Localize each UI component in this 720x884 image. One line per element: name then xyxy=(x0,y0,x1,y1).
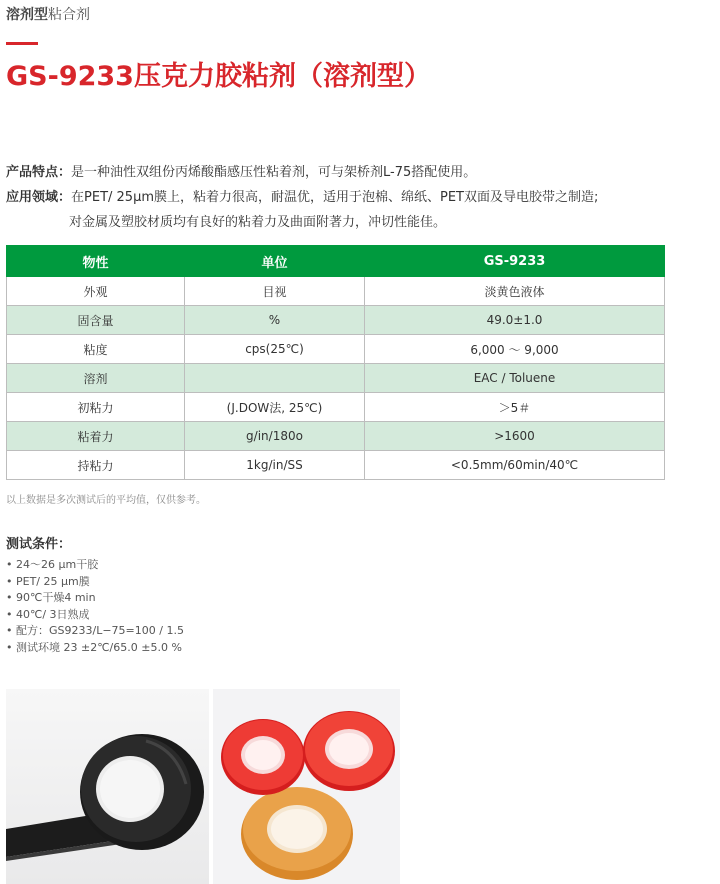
cell-unit: g/in/180o xyxy=(185,422,365,451)
cell-unit xyxy=(185,364,365,393)
list-item: • 测试环境 23 ±2℃/65.0 ±5.0 % xyxy=(6,640,184,657)
black-tape-image xyxy=(6,689,209,884)
product-intro xyxy=(6,160,598,235)
test-conditions-heading: 测试条件： xyxy=(6,537,72,552)
cell-property: 固含量 xyxy=(7,306,185,335)
cell-property: 持粘力 xyxy=(7,451,185,480)
red-tape-photo xyxy=(213,689,400,884)
header-product: GS-9233 xyxy=(365,246,665,277)
table-row xyxy=(7,364,665,393)
list-item: • 40℃/ 3日熟成 xyxy=(6,607,184,624)
cell-property: 粘度 xyxy=(7,335,185,364)
application-label: 应用领域： xyxy=(6,190,72,205)
cell-property: 粘着力 xyxy=(7,422,185,451)
application-text-1: 在PET/ 25μm膜上，粘着力很高，耐温优，适用于泡棉、绵纸、PET双面及导电胶带之制造; xyxy=(71,190,599,205)
features-label: 产品特点： xyxy=(6,165,72,180)
cell-value: ＞5＃ xyxy=(365,393,665,422)
cell-unit: 1kg/in/SS xyxy=(185,451,365,480)
table-row xyxy=(7,422,665,451)
page-title: GS-9233压克力胶粘剂（溶剂型） xyxy=(6,61,431,92)
cell-unit: (J.DOW法, 25℃) xyxy=(185,393,365,422)
header-property: 物性 xyxy=(7,246,185,277)
application-text-2: 对金属及塑胶材质均有良好的粘着力及曲面附著力，冲切性能佳。 xyxy=(69,215,447,230)
list-item: • PET/ 25 μm膜 xyxy=(6,574,184,591)
breadcrumb xyxy=(6,4,90,24)
cell-value: EAC / Toluene xyxy=(365,364,665,393)
list-item: • 配方：GS9233/L−75=100 / 1.5 xyxy=(6,623,184,640)
table-row xyxy=(7,335,665,364)
cell-property: 初粘力 xyxy=(7,393,185,422)
cell-unit: % xyxy=(185,306,365,335)
features-text: 是一种油性双组份丙烯酸酯感压性粘着剂，可与架桥剂L-75搭配使用。 xyxy=(71,165,477,180)
breadcrumb-subcategory: 粘合剂 xyxy=(48,7,90,23)
table-row xyxy=(7,393,665,422)
cell-property: 溶剂 xyxy=(7,364,185,393)
table-row xyxy=(7,451,665,480)
breadcrumb-category[interactable]: 溶剂型 xyxy=(6,7,48,23)
list-item: • 90℃干燥4 min xyxy=(6,590,184,607)
test-conditions-list xyxy=(6,557,184,657)
spec-table-header xyxy=(7,246,665,277)
list-item: • 24～26 μm干胶 xyxy=(6,557,184,574)
header-unit: 单位 xyxy=(185,246,365,277)
table-row xyxy=(7,306,665,335)
cell-value: 6,000 ～ 9,000 xyxy=(365,335,665,364)
cell-value: 49.0±1.0 xyxy=(365,306,665,335)
table-row xyxy=(7,277,665,306)
cell-value: >1600 xyxy=(365,422,665,451)
spec-table xyxy=(6,245,665,480)
data-disclaimer: 以上数据是多次测试后的平均值，仅供参考。 xyxy=(6,495,206,506)
cell-unit: 目视 xyxy=(185,277,365,306)
title-accent-bar xyxy=(6,42,38,45)
cell-property: 外观 xyxy=(7,277,185,306)
cell-value: <0.5mm/60min/40℃ xyxy=(365,451,665,480)
red-tape-image xyxy=(213,689,400,884)
cell-value: 淡黄色液体 xyxy=(365,277,665,306)
cell-unit: cps(25℃) xyxy=(185,335,365,364)
black-tape-photo xyxy=(6,689,209,884)
